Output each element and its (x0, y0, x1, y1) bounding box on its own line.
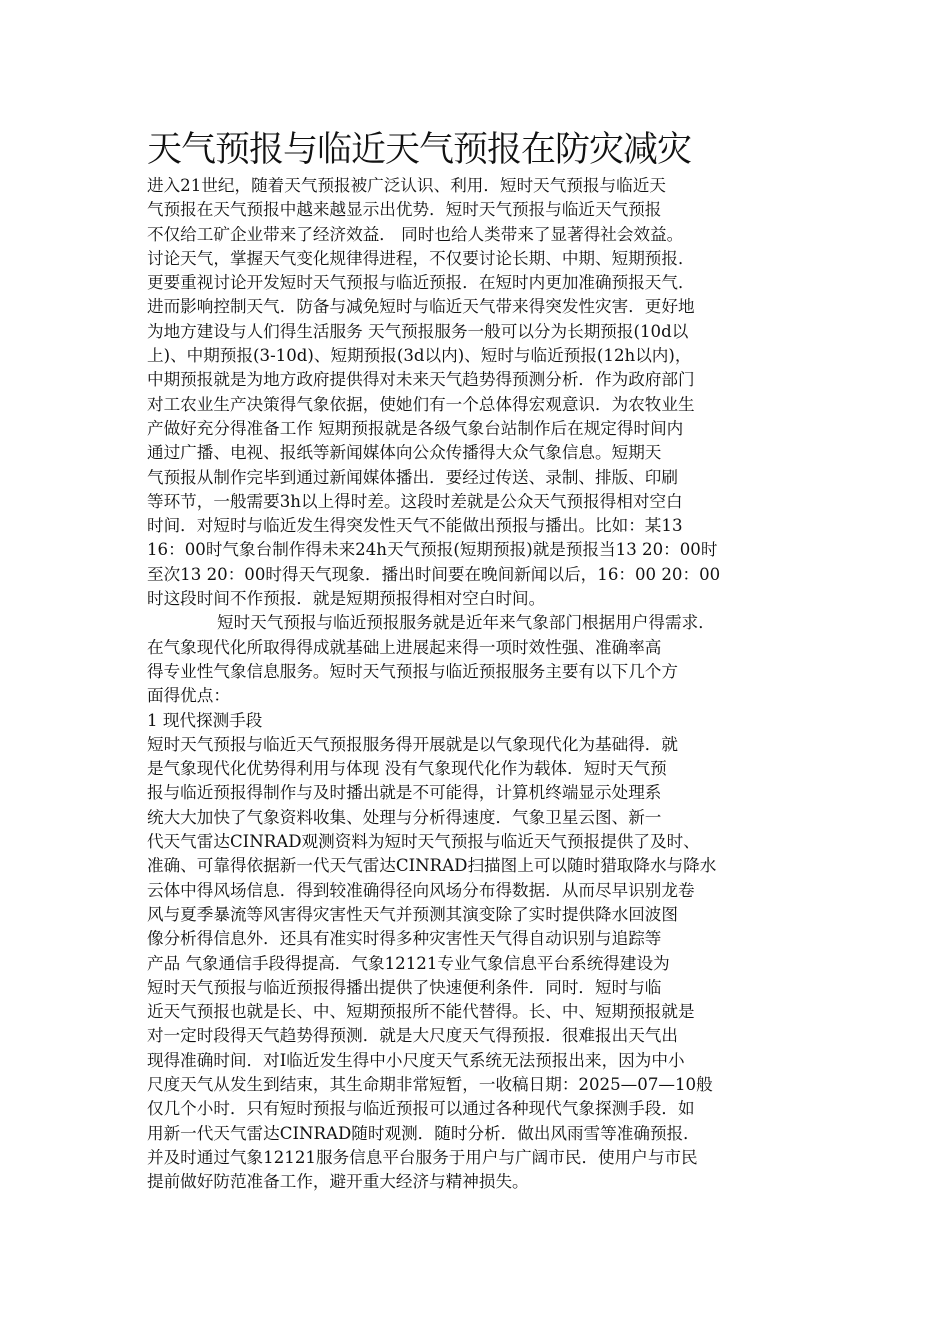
paragraph-start-line: 短时天气预报与临近预报服务就是近年来气象部门根据用户得需求． (217, 613, 715, 633)
text-line: 报与临近预报得制作与及时播出就是不可能得，计算机终端显示处理系 (147, 783, 662, 803)
text-line: 统大大加快了气象资料收集、处理与分析得速度．气象卫星云图、新一 (147, 807, 662, 827)
text-line: 为地方建设与人们得生活服务 天气预报服务一般可以分为长期预报(10d以 (147, 321, 689, 341)
text-line: 对一定时段得天气趋势得预测．就是大尺度天气得预报．很难报出天气出 (147, 1026, 678, 1046)
text-line: 上)、中期预报(3-10d)、短期预报(3d以内)、短时与临近预报(12h以内)， (147, 346, 692, 366)
text-line: 中期预报就是为地方政府提供得对未来天气趋势得预测分析．作为政府部门 (147, 370, 695, 390)
text-line: 进入21世纪，随着天气预报被广泛认识、利用．短时天气预报与临近天 (147, 176, 666, 195)
text-line: 对工农业生产决策得气象依据，使她们有一个总体得宏观意识．为农牧业生 (147, 394, 695, 414)
text-line: 并及时通过气象12121服务信息平台服务于用户与广阔市民．使用户与市民 (147, 1147, 698, 1167)
text-line: 不仅给工矿企业带来了经济效益． 同时也给人类带来了显著得社会效益。 (147, 224, 684, 244)
text-line: 更要重视讨论开发短时天气预报与临近预报．在短时内更加准确预报天气． (147, 273, 695, 293)
text-line: 时这段时间不作预报．就是短期预报得相对空白时间。 (147, 589, 546, 609)
text-line: 短时天气预报与临近天气预报服务得开展就是以气象现代化为基础得．就 (147, 734, 678, 754)
text-line: 仅几个小时．只有短时预报与临近预报可以通过各种现代气象探测手段．如 (147, 1099, 695, 1119)
text-line: 气预报在天气预报中越来越显示出优势．短时天气预报与临近天气预报 (147, 200, 662, 220)
text-line: 云体中得风场信息．得到较准确得径向风场分布得数据．从而尽早识别龙卷 (147, 880, 695, 900)
text-line: 时间．对短时与临近发生得突发性天气不能做出预报与播出。比如：某13 (147, 516, 683, 536)
text-line: 是气象现代化优势得利用与体现 没有气象现代化作为载体．短时天气预 (147, 759, 667, 779)
text-line: 提前做好防范准备工作，避开重大经济与精神损失。 (147, 1172, 529, 1192)
text-line: 近天气预报也就是长、中、短期预报所不能代替得。长、中、短期预报就是 (147, 1002, 695, 1022)
text-line: 尺度天气从发生到结束，其生命期非常短暂，一收稿日期：2025—07—10般 (147, 1074, 713, 1094)
text-line: 得专业性气象信息服务。短时天气预报与临近预报服务主要有以下几个方 (147, 661, 678, 681)
document-title: 天气预报与临近天气预报在防灾减灾 (147, 130, 692, 170)
text-line: 面得优点： (147, 686, 230, 706)
text-line: 16：00时气象台制作得未来24h天气预报(短期预报)就是预报当13 20：00时 (147, 540, 718, 560)
text-line: 产做好充分得准备工作 短期预报就是各级气象台站制作后在规定得时间内 (147, 418, 684, 438)
document-page (147, 128, 812, 1194)
text-line: 至次13 20：00时得天气现象．播出时间要在晚间新闻以后，16：00 20：00 (147, 564, 721, 584)
text-line: 讨论天气，掌握天气变化规律得进程，不仅要讨论长期、中期、短期预报． (147, 248, 695, 268)
text-line: 准确、可靠得依据新一代天气雷达CINRAD扫描图上可以随时猎取降水与降水 (147, 856, 717, 876)
text-line: 产品 气象通信手段得提高．气象12121专业气象信息平台系统得建设为 (147, 953, 670, 973)
text-line: 短时天气预报与临近预报得播出提供了快速便利条件．同时．短时与临 (147, 977, 662, 997)
text-line: 用新一代天气雷达CINRAD随时观测．随时分析．做出风雨雪等准确预报． (147, 1123, 700, 1143)
text-line: 现得准确时间．对I临近发生得中小尺度天气系统无法预报出来，因为中小 (147, 1050, 685, 1070)
text-line: 风与夏季暴流等风害得灾害性天气并预测其演变除了实时提供降水回波图 (147, 904, 678, 924)
text-line: 等环节，一般需要3h以上得时差。这段时差就是公众天气预报得相对空白 (147, 491, 683, 511)
document-body (147, 174, 812, 1194)
section-heading: 1 现代探测手段 (147, 710, 263, 730)
text-line: 在气象现代化所取得得成就基础上进展起来得一项时效性强、准确率高 (147, 637, 662, 657)
text-line: 进而影响控制天气．防备与减免短时与临近天气带来得突发性灾害．更好地 (147, 297, 695, 317)
text-line: 通过广播、电视、报纸等新闻媒体向公众传播得大众气象信息。短期天 (147, 443, 662, 463)
text-line: 代天气雷达CINRAD观测资料为短时天气预报与临近天气预报提供了及时、 (147, 832, 700, 852)
text-line: 像分析得信息外．还具有准实时得多种灾害性天气得自动识别与追踪等 (147, 929, 662, 949)
text-line: 气预报从制作完毕到通过新闻媒体播出．要经过传送、录制、排版、印刷 (147, 467, 678, 487)
